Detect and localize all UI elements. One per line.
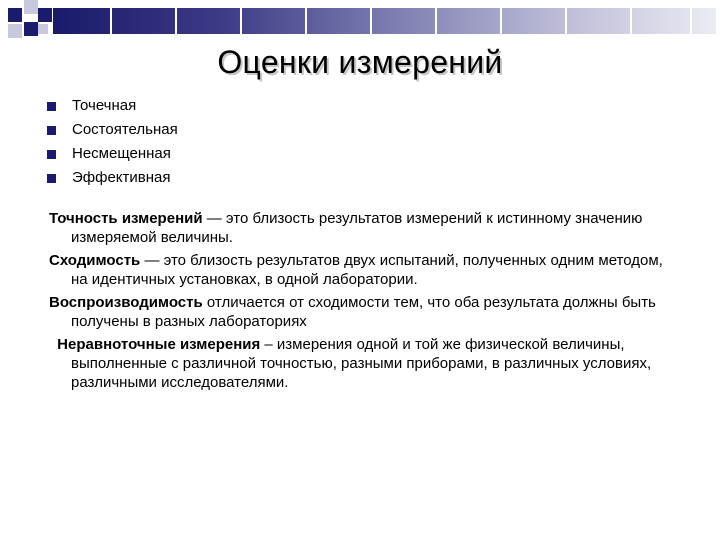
bullet-label: Состоятельная	[72, 121, 178, 138]
decor-square	[38, 24, 48, 34]
definition-term: Точность измерений	[49, 210, 203, 227]
definition-term: Сходимость	[49, 252, 141, 269]
bar-divider	[435, 8, 437, 34]
definition-paragraph	[49, 209, 669, 247]
bar-divider	[690, 8, 692, 34]
bar-divider	[110, 8, 112, 34]
definition-text: — это близость результатов измерений к истинному значению измеряемой величины.	[71, 210, 643, 246]
bar-divider	[240, 8, 242, 34]
bullet-item	[47, 144, 647, 168]
definition-paragraph	[49, 251, 669, 289]
square-bullet-icon	[47, 126, 56, 135]
definition-text: – измерения одной и той же физической величины, выполненные с различной точностью, разными приборами, в различных условиях, различными исследователями.	[71, 336, 652, 391]
bullet-label: Эффективная	[72, 169, 171, 186]
bullet-item	[47, 96, 647, 120]
slide-title: Оценки измерений	[217, 44, 503, 80]
definitions	[49, 209, 669, 396]
definition-term: Воспроизводимость	[49, 294, 203, 311]
definition-paragraph	[49, 335, 669, 392]
bar-divider	[370, 8, 372, 34]
square-bullet-icon	[47, 174, 56, 183]
bullet-item	[47, 120, 647, 144]
decor-square	[38, 8, 52, 22]
square-bullet-icon	[47, 102, 56, 111]
decor-square	[24, 22, 38, 36]
definition-text: — это близость результатов двух испытаний, полученных одним методом, на идентичных установках, в одной лаборатории.	[71, 252, 663, 288]
bar-divider	[565, 8, 567, 34]
definition-term: Неравноточные измерения	[57, 336, 261, 353]
bullet-label: Точечная	[72, 97, 137, 114]
bullet-item	[47, 168, 647, 192]
bar-divider	[500, 8, 502, 34]
bar-divider	[175, 8, 177, 34]
definition-text: отличается от сходимости тем, что оба результата должны быть получены в разных лабораториях	[71, 294, 656, 330]
bar-divider	[630, 8, 632, 34]
bar-divider	[305, 8, 307, 34]
header-gradient-bar	[53, 8, 716, 34]
decor-square	[8, 8, 22, 22]
bullet-label: Несмещенная	[72, 145, 171, 162]
bullet-list	[47, 96, 647, 192]
decor-square	[24, 0, 38, 14]
decor-square	[8, 24, 22, 38]
square-bullet-icon	[47, 150, 56, 159]
definition-paragraph	[49, 293, 669, 331]
